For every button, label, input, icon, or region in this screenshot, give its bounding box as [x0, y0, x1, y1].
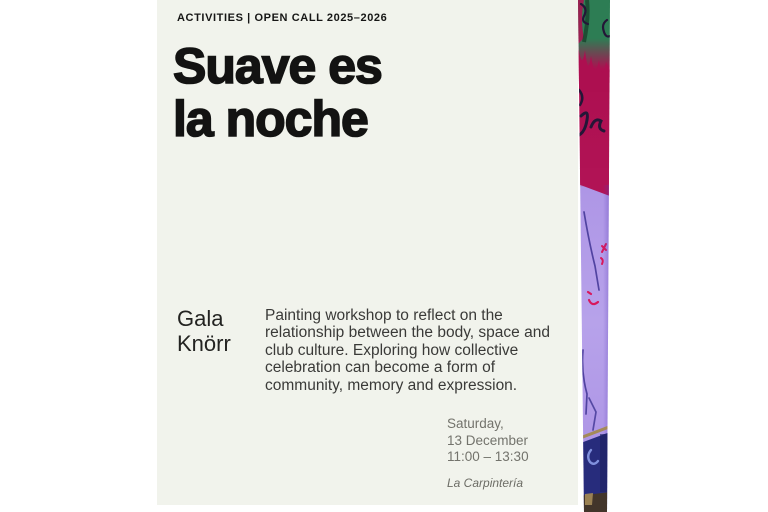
schedule-time: 11:00 – 13:30 [447, 449, 529, 465]
artwork-strip-graphic [576, 0, 612, 512]
schedule-date: 13 December [447, 432, 529, 448]
description-line: community, memory and expression. [265, 376, 518, 394]
artwork-navy-dark-patch [600, 434, 610, 492]
description-line: celebration can become a form of [265, 359, 496, 377]
event-description [265, 307, 550, 394]
artwork-thumbnail [576, 0, 612, 512]
schedule-block [447, 416, 529, 491]
venue-name: La Carpintería [447, 475, 524, 490]
poster-panel [157, 0, 578, 505]
artwork-tan-patch [585, 493, 593, 505]
description-line: Painting workshop to reflect on the [265, 307, 503, 324]
event-title-line2: la noche [173, 91, 368, 147]
schedule-day: Saturday, [447, 416, 504, 431]
description-line: club culture. Exploring how collective [265, 341, 519, 359]
artist-first-name: Gala [177, 306, 224, 331]
artist-name [177, 306, 231, 356]
description-line: relationship between the body, space and [265, 324, 550, 342]
artist-last-name: Knörr [177, 331, 231, 356]
event-title-line1: Suave es [173, 38, 382, 94]
event-title [173, 40, 382, 146]
artwork-edge-shade [576, 185, 612, 440]
artwork-brown-patch [578, 492, 610, 512]
kicker-label: ACTIVITIES | OPEN CALL 2025–2026 [177, 12, 388, 24]
